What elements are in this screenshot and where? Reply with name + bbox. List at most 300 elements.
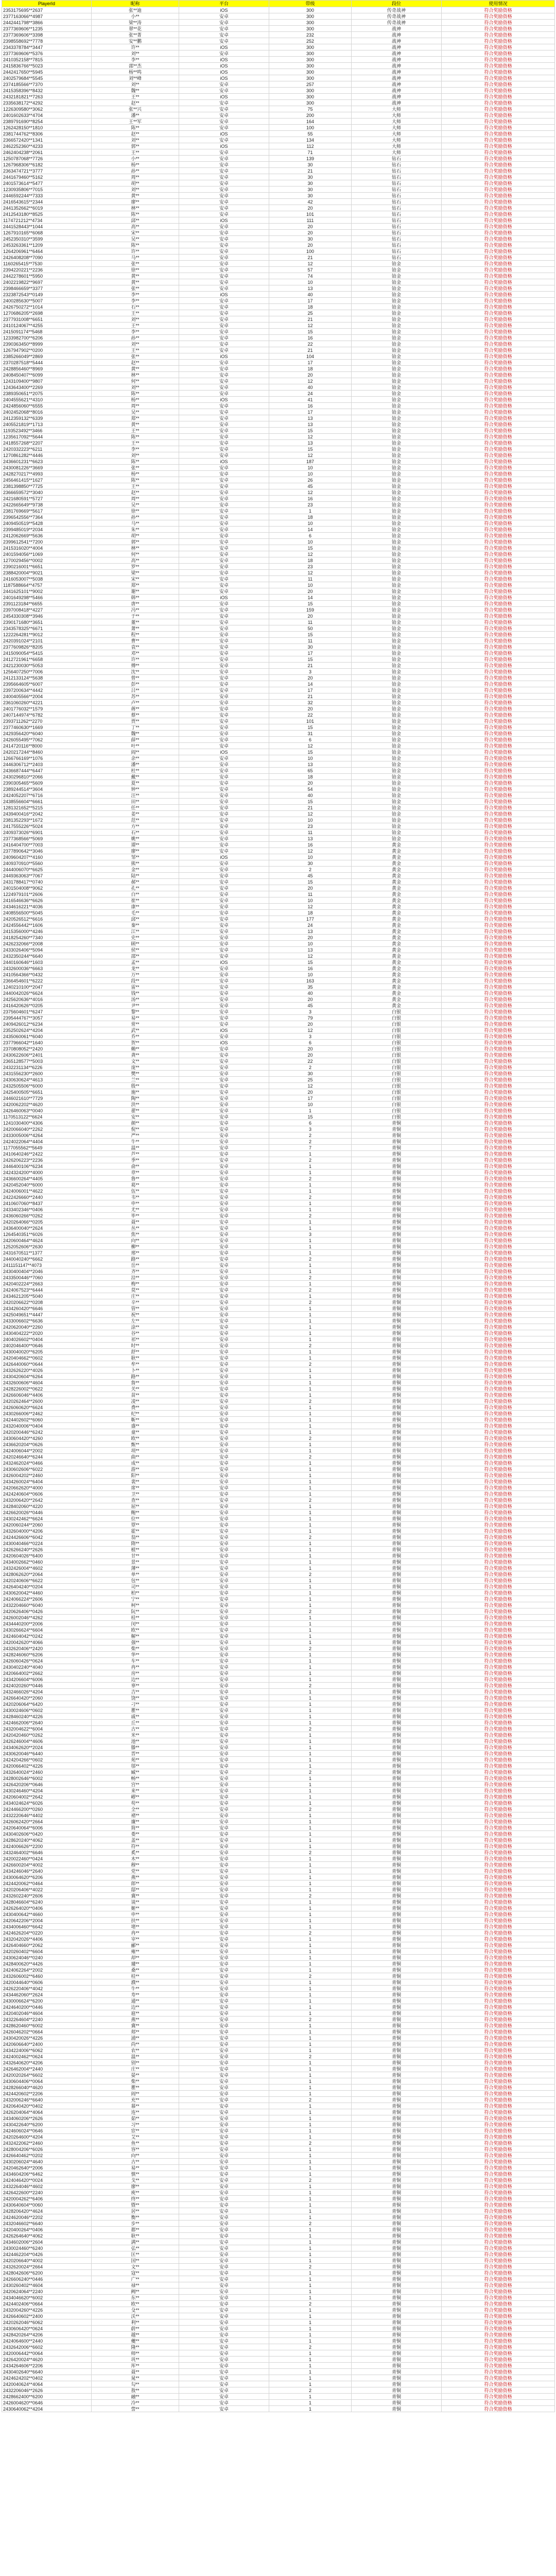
cell-nickname[interactable]: 范**: [92, 817, 179, 823]
cell-nickname[interactable]: 陈**: [92, 242, 179, 248]
cell-rank[interactable]: 青铜: [352, 1899, 442, 1905]
cell-nickname[interactable]: 许**: [92, 656, 179, 663]
cell-platform[interactable]: 安卓: [179, 1386, 269, 1392]
cell-nickname[interactable]: 牟**: [92, 1361, 179, 1367]
cell-usage[interactable]: 符合奖励资格: [442, 1021, 555, 1027]
cell-platform[interactable]: 安卓: [179, 2387, 269, 2394]
cell-nickname[interactable]: 刘**: [92, 316, 179, 323]
cell-player-id[interactable]: 2420040624**4064: [2, 2381, 92, 2387]
cell-nickname[interactable]: 房**: [92, 1670, 179, 1676]
cell-level[interactable]: 1: [269, 1219, 352, 1225]
cell-rank[interactable]: 青铜: [352, 1330, 442, 1336]
cell-rank[interactable]: 青铜: [352, 1435, 442, 1442]
cell-nickname[interactable]: 兰**: [92, 1077, 179, 1083]
cell-usage[interactable]: 符合奖励资格: [442, 2387, 555, 2394]
cell-player-id[interactable]: 2411151147**4073: [2, 1262, 92, 1268]
cell-level[interactable]: 2: [269, 2301, 352, 2307]
cell-player-id[interactable]: 2434024624**6026: [2, 1800, 92, 1806]
cell-nickname[interactable]: 单**: [92, 1571, 179, 1578]
cell-player-id[interactable]: 2420600464**4624: [2, 1238, 92, 1244]
cell-player-id[interactable]: 2430620042**4460: [2, 1590, 92, 1596]
cell-platform[interactable]: 安卓: [179, 1472, 269, 1479]
cell-player-id[interactable]: 2430604420**4260: [2, 1435, 92, 1442]
cell-usage[interactable]: 符合奖励资格: [442, 1936, 555, 1942]
cell-player-id[interactable]: 2381769669**5617: [2, 508, 92, 514]
cell-nickname[interactable]: 姚**: [92, 836, 179, 842]
cell-usage[interactable]: 符合奖励资格: [442, 749, 555, 755]
cell-rank[interactable]: 黄金: [352, 916, 442, 922]
cell-nickname[interactable]: 查**: [92, 1497, 179, 1503]
cell-platform[interactable]: 安卓: [179, 434, 269, 440]
cell-platform[interactable]: 安卓: [179, 1411, 269, 1417]
cell-player-id[interactable]: 2412133124**5638: [2, 675, 92, 681]
cell-usage[interactable]: 符合奖励资格: [442, 2258, 555, 2264]
cell-rank[interactable]: 青铜: [352, 1238, 442, 1244]
cell-platform[interactable]: 安卓: [179, 644, 269, 650]
cell-player-id[interactable]: 2424856060**6555: [2, 403, 92, 409]
cell-usage[interactable]: 符合奖励资格: [442, 1200, 555, 1207]
cell-level[interactable]: 1: [269, 2146, 352, 2153]
cell-nickname[interactable]: 甘**: [92, 1553, 179, 1559]
cell-platform[interactable]: 安卓: [179, 1312, 269, 1318]
cell-platform[interactable]: iOS: [179, 1040, 269, 1046]
cell-player-id[interactable]: 2434046620**6002: [2, 2295, 92, 2301]
cell-nickname[interactable]: 管**: [92, 1306, 179, 1312]
cell-level[interactable]: 10: [269, 897, 352, 904]
cell-level[interactable]: 1: [269, 1633, 352, 1639]
cell-nickname[interactable]: 张**: [92, 465, 179, 471]
cell-rank[interactable]: 青铜: [352, 2128, 442, 2134]
cell-rank[interactable]: 青铜: [352, 1120, 442, 1126]
cell-level[interactable]: 23: [269, 823, 352, 829]
cell-usage[interactable]: 符合奖励资格: [442, 1571, 555, 1578]
cell-usage[interactable]: 符合奖励资格: [442, 1126, 555, 1132]
cell-platform[interactable]: 安卓: [179, 1516, 269, 1522]
cell-player-id[interactable]: 2424022064**4404: [2, 1139, 92, 1145]
cell-usage[interactable]: 符合奖励资格: [442, 44, 555, 50]
cell-platform[interactable]: 安卓: [179, 2400, 269, 2406]
cell-usage[interactable]: 符合奖励资格: [442, 1732, 555, 1738]
cell-rank[interactable]: 大师: [352, 143, 442, 149]
cell-level[interactable]: 2: [269, 1064, 352, 1071]
cell-player-id[interactable]: 2434462060**2624: [2, 1992, 92, 1998]
cell-nickname[interactable]: 刘**: [92, 452, 179, 459]
cell-level[interactable]: 164: [269, 118, 352, 125]
cell-platform[interactable]: 安卓: [179, 910, 269, 916]
cell-platform[interactable]: 安卓: [179, 1911, 269, 1918]
cell-nickname[interactable]: 盖**: [92, 1837, 179, 1843]
cell-level[interactable]: 1: [269, 2227, 352, 2233]
cell-rank[interactable]: 青铜: [352, 1732, 442, 1738]
cell-player-id[interactable]: 2412721961**6658: [2, 656, 92, 663]
cell-nickname[interactable]: 晏**: [92, 2072, 179, 2078]
cell-player-id[interactable]: 2366572420**1341: [2, 137, 92, 143]
cell-nickname[interactable]: 高**: [92, 224, 179, 230]
cell-usage[interactable]: 符合奖励资格: [442, 891, 555, 897]
cell-rank[interactable]: 青铜: [352, 1701, 442, 1707]
cell-platform[interactable]: 安卓: [179, 1398, 269, 1404]
cell-platform[interactable]: 安卓: [179, 1120, 269, 1126]
cell-player-id[interactable]: 2430402240**4040: [2, 1664, 92, 1670]
cell-usage[interactable]: 符合奖励资格: [442, 1349, 555, 1355]
cell-nickname[interactable]: 徐**: [92, 508, 179, 514]
cell-usage[interactable]: 符合奖励资格: [442, 1763, 555, 1769]
cell-usage[interactable]: 符合奖励资格: [442, 2400, 555, 2406]
cell-usage[interactable]: 符合奖励资格: [442, 2115, 555, 2122]
cell-nickname[interactable]: 申**: [92, 1911, 179, 1918]
cell-player-id[interactable]: 2424006626**2200: [2, 1843, 92, 1850]
cell-rank[interactable]: 青铜: [352, 1231, 442, 1238]
cell-nickname[interactable]: 季**: [92, 1157, 179, 1163]
cell-level[interactable]: 1: [269, 1250, 352, 1256]
cell-player-id[interactable]: 2377966042**1640: [2, 1040, 92, 1046]
cell-rank[interactable]: 青铜: [352, 1639, 442, 1646]
cell-usage[interactable]: 符合奖励资格: [442, 1466, 555, 1472]
cell-nickname[interactable]: 容**: [92, 2146, 179, 2153]
cell-nickname[interactable]: 魏**: [92, 88, 179, 94]
cell-platform[interactable]: 安卓: [179, 1782, 269, 1788]
cell-nickname[interactable]: 雷**: [92, 984, 179, 990]
cell-platform[interactable]: 安卓: [179, 1145, 269, 1151]
cell-level[interactable]: 21: [269, 805, 352, 811]
cell-platform[interactable]: 安卓: [179, 1046, 269, 1052]
cell-player-id[interactable]: 2430402640**6640: [2, 2369, 92, 2375]
cell-nickname[interactable]: 游**: [92, 1466, 179, 1472]
cell-rank[interactable]: 青铜: [352, 1615, 442, 1621]
cell-player-id[interactable]: 2415356000**4246: [2, 928, 92, 935]
cell-platform[interactable]: 安卓: [179, 576, 269, 582]
cell-rank[interactable]: 青铜: [352, 1905, 442, 1911]
cell-platform[interactable]: 安卓: [179, 799, 269, 805]
cell-nickname[interactable]: 卫**: [92, 1491, 179, 1497]
cell-platform[interactable]: 安卓: [179, 329, 269, 335]
cell-platform[interactable]: 安卓: [179, 885, 269, 891]
cell-player-id[interactable]: 2428266040**4620: [2, 2084, 92, 2091]
cell-rank[interactable]: 青铜: [352, 2357, 442, 2363]
cell-platform[interactable]: 安卓: [179, 1905, 269, 1911]
cell-level[interactable]: 1: [269, 1627, 352, 1633]
cell-usage[interactable]: 符合奖励资格: [442, 230, 555, 236]
cell-player-id[interactable]: 2426606046**4406: [2, 1392, 92, 1398]
cell-usage[interactable]: 符合奖励资格: [442, 805, 555, 811]
cell-player-id[interactable]: 2424020260**0446: [2, 1683, 92, 1689]
cell-platform[interactable]: 安卓: [179, 514, 269, 520]
cell-level[interactable]: 17: [269, 298, 352, 304]
cell-usage[interactable]: 符合奖励资格: [442, 236, 555, 242]
cell-platform[interactable]: 安卓: [179, 1213, 269, 1219]
cell-level[interactable]: 10: [269, 520, 352, 527]
cell-level[interactable]: 1: [269, 2047, 352, 2054]
cell-usage[interactable]: 符合奖励资格: [442, 2295, 555, 2301]
cell-level[interactable]: 13: [269, 836, 352, 842]
cell-platform[interactable]: 安卓: [179, 1404, 269, 1411]
cell-platform[interactable]: 安卓: [179, 545, 269, 551]
cell-player-id[interactable]: 2432422062**2460: [2, 2140, 92, 2146]
cell-usage[interactable]: 符合奖励资格: [442, 255, 555, 261]
cell-rank[interactable]: 战神: [352, 100, 442, 106]
cell-level[interactable]: 2: [269, 1343, 352, 1349]
cell-platform[interactable]: 安卓: [179, 1596, 269, 1602]
cell-player-id[interactable]: 1264540351**6026: [2, 1231, 92, 1238]
cell-level[interactable]: 2: [269, 2264, 352, 2270]
cell-level[interactable]: 1: [269, 1578, 352, 1584]
cell-level[interactable]: 10: [269, 1101, 352, 1108]
cell-platform[interactable]: 安卓: [179, 1565, 269, 1571]
cell-level[interactable]: 1: [269, 1244, 352, 1250]
cell-platform[interactable]: 安卓: [179, 1918, 269, 1924]
cell-player-id[interactable]: 2456461415**1627: [2, 477, 92, 483]
cell-player-id[interactable]: 2404555621**4310: [2, 397, 92, 403]
cell-level[interactable]: 12: [269, 551, 352, 557]
cell-platform[interactable]: 安卓: [179, 2233, 269, 2239]
cell-usage[interactable]: 符合奖励资格: [442, 156, 555, 162]
cell-player-id[interactable]: 1270861282**4446: [2, 452, 92, 459]
cell-rank[interactable]: 战神: [352, 69, 442, 75]
cell-platform[interactable]: 安卓: [179, 1856, 269, 1862]
cell-nickname[interactable]: 木**: [92, 1856, 179, 1862]
cell-rank[interactable]: 传奇战神: [352, 7, 442, 13]
cell-usage[interactable]: 符合奖励资格: [442, 81, 555, 88]
cell-player-id[interactable]: 2408450407**6099: [2, 372, 92, 378]
cell-player-id[interactable]: 1243109400**9807: [2, 378, 92, 384]
cell-player-id[interactable]: 2420452040**6000: [2, 1182, 92, 1188]
cell-level[interactable]: 40: [269, 792, 352, 799]
cell-platform[interactable]: 安卓: [179, 520, 269, 527]
cell-platform[interactable]: 安卓: [179, 1646, 269, 1652]
cell-level[interactable]: 1: [269, 1472, 352, 1479]
cell-rank[interactable]: 青铜: [352, 1442, 442, 1448]
cell-rank[interactable]: 青铜: [352, 2004, 442, 2010]
cell-usage[interactable]: 符合奖励资格: [442, 2029, 555, 2035]
cell-player-id[interactable]: 2426232066**2008: [2, 941, 92, 947]
cell-platform[interactable]: 安卓: [179, 2369, 269, 2375]
cell-usage[interactable]: 符合奖励资格: [442, 1497, 555, 1503]
cell-platform[interactable]: 安卓: [179, 1089, 269, 1095]
cell-usage[interactable]: 符合奖励资格: [442, 75, 555, 81]
cell-platform[interactable]: 安卓: [179, 366, 269, 372]
cell-level[interactable]: 12: [269, 1083, 352, 1089]
cell-player-id[interactable]: 2420264600**4204: [2, 2134, 92, 2140]
cell-rank[interactable]: 青铜: [352, 1423, 442, 1429]
cell-player-id[interactable]: 2424002462**0624: [2, 2054, 92, 2060]
cell-platform[interactable]: 安卓: [179, 38, 269, 44]
cell-platform[interactable]: 安卓: [179, 1800, 269, 1806]
cell-player-id[interactable]: 2440040240**6662: [2, 1256, 92, 1262]
cell-player-id[interactable]: 2420640064**6006: [2, 1825, 92, 1831]
cell-nickname[interactable]: 谢**: [92, 588, 179, 595]
cell-usage[interactable]: 符合奖励资格: [442, 2159, 555, 2165]
cell-usage[interactable]: 符合奖励资格: [442, 1825, 555, 1831]
cell-player-id[interactable]: 2410352158**7815: [2, 57, 92, 63]
cell-platform[interactable]: 安卓: [179, 335, 269, 341]
cell-nickname[interactable]: 吴**: [92, 502, 179, 508]
cell-usage[interactable]: 符合奖励资格: [442, 996, 555, 1003]
cell-usage[interactable]: 符合奖励资格: [442, 1880, 555, 1887]
cell-platform[interactable]: 安卓: [179, 2183, 269, 2190]
cell-level[interactable]: 20: [269, 996, 352, 1003]
cell-platform[interactable]: 安卓: [179, 391, 269, 397]
cell-usage[interactable]: 符合奖励资格: [442, 700, 555, 706]
cell-level[interactable]: 1: [269, 1856, 352, 1862]
cell-player-id[interactable]: 2401594056**1069: [2, 551, 92, 557]
cell-platform[interactable]: 安卓: [179, 1238, 269, 1244]
cell-level[interactable]: 100: [269, 125, 352, 131]
cell-nickname[interactable]: 周**: [92, 403, 179, 409]
cell-platform[interactable]: 安卓: [179, 935, 269, 941]
cell-rank[interactable]: 青铜: [352, 2171, 442, 2177]
cell-rank[interactable]: 黄金: [352, 953, 442, 959]
cell-nickname[interactable]: 焦**: [92, 1231, 179, 1238]
cell-usage[interactable]: 符合奖励资格: [442, 57, 555, 63]
cell-player-id[interactable]: 2432466026**4204: [2, 1689, 92, 1695]
cell-level[interactable]: 1: [269, 1843, 352, 1850]
cell-nickname[interactable]: 裴**: [92, 1479, 179, 1485]
cell-usage[interactable]: 符合奖励资格: [442, 1522, 555, 1528]
cell-nickname[interactable]: 桂**: [92, 1973, 179, 1979]
cell-usage[interactable]: 符合奖励资格: [442, 131, 555, 137]
cell-nickname[interactable]: 全**: [92, 1806, 179, 1812]
cell-platform[interactable]: 安卓: [179, 1336, 269, 1343]
cell-rank[interactable]: 钻石: [352, 242, 442, 248]
cell-usage[interactable]: 符合奖励资格: [442, 125, 555, 131]
cell-platform[interactable]: 安卓: [179, 168, 269, 174]
cell-usage[interactable]: 符合奖励资格: [442, 1176, 555, 1182]
cell-nickname[interactable]: 史**: [92, 935, 179, 941]
cell-usage[interactable]: 符合奖励资格: [442, 1083, 555, 1089]
cell-level[interactable]: 1: [269, 2041, 352, 2047]
cell-player-id[interactable]: 2404026602**0404: [2, 1336, 92, 1343]
cell-rank[interactable]: 青铜: [352, 1720, 442, 1726]
cell-level[interactable]: 1: [269, 1602, 352, 1608]
cell-player-id[interactable]: 2426060620**6624: [2, 1404, 92, 1411]
cell-rank[interactable]: 铂金: [352, 557, 442, 564]
cell-nickname[interactable]: 项**: [92, 1448, 179, 1454]
cell-usage[interactable]: 符合奖励资格: [442, 1386, 555, 1392]
cell-rank[interactable]: 青铜: [352, 2140, 442, 2146]
cell-rank[interactable]: 钻石: [352, 224, 442, 230]
cell-nickname[interactable]: 吉**: [92, 1689, 179, 1695]
cell-level[interactable]: 12: [269, 452, 352, 459]
cell-level[interactable]: 1: [269, 2394, 352, 2400]
cell-rank[interactable]: 青铜: [352, 1936, 442, 1942]
cell-platform[interactable]: 安卓: [179, 1571, 269, 1578]
cell-usage[interactable]: 符合奖励资格: [442, 1924, 555, 1930]
cell-level[interactable]: 1: [269, 1639, 352, 1646]
cell-level[interactable]: 1: [269, 2363, 352, 2369]
cell-nickname[interactable]: 冉**: [92, 1664, 179, 1670]
cell-player-id[interactable]: 1222264281**9012: [2, 632, 92, 638]
cell-nickname[interactable]: 郑**: [92, 582, 179, 588]
cell-usage[interactable]: 符合奖励资格: [442, 2103, 555, 2109]
cell-usage[interactable]: 符合奖励资格: [442, 2251, 555, 2258]
cell-rank[interactable]: 铂金: [352, 564, 442, 570]
cell-player-id[interactable]: 2343378784**3447: [2, 44, 92, 50]
cell-player-id[interactable]: 2441625101**9002: [2, 588, 92, 595]
cell-player-id[interactable]: 2420262464**2600: [2, 1398, 92, 1404]
cell-nickname[interactable]: 沃**: [92, 2313, 179, 2319]
cell-player-id[interactable]: 2426460063**0040: [2, 1108, 92, 1114]
cell-usage[interactable]: 符合奖励资格: [442, 248, 555, 255]
cell-nickname[interactable]: 尚**: [92, 2041, 179, 2047]
cell-rank[interactable]: 铂金: [352, 489, 442, 496]
cell-level[interactable]: 232: [269, 32, 352, 38]
cell-nickname[interactable]: 萧**: [92, 625, 179, 632]
cell-nickname[interactable]: 金**: [92, 867, 179, 873]
cell-usage[interactable]: 符合奖励资格: [442, 2307, 555, 2313]
cell-usage[interactable]: 符合奖励资格: [442, 434, 555, 440]
cell-level[interactable]: 1: [269, 1819, 352, 1825]
cell-usage[interactable]: 符合奖励资格: [442, 341, 555, 347]
cell-player-id[interactable]: 2377369606**1235: [2, 26, 92, 32]
cell-platform[interactable]: 安卓: [179, 601, 269, 607]
cell-rank[interactable]: 青铜: [352, 1744, 442, 1751]
cell-usage[interactable]: 符合奖励资格: [442, 100, 555, 106]
cell-rank[interactable]: 铂金: [352, 737, 442, 743]
cell-usage[interactable]: 符合奖励资格: [442, 1670, 555, 1676]
cell-player-id[interactable]: 2366659572**3040: [2, 489, 92, 496]
cell-nickname[interactable]: 小**: [92, 13, 179, 20]
cell-usage[interactable]: 符合奖励资格: [442, 768, 555, 774]
cell-nickname[interactable]: 景**: [92, 1559, 179, 1565]
cell-level[interactable]: 20: [269, 224, 352, 230]
cell-rank[interactable]: 青铜: [352, 1349, 442, 1355]
cell-nickname[interactable]: 纪**: [92, 1411, 179, 1417]
cell-platform[interactable]: 安卓: [179, 1392, 269, 1398]
cell-level[interactable]: 17: [269, 360, 352, 366]
cell-player-id[interactable]: 2420400264**0406: [2, 2227, 92, 2233]
cell-platform[interactable]: 安卓: [179, 873, 269, 879]
cell-player-id[interactable]: 2420260402**6604: [2, 1948, 92, 1955]
cell-usage[interactable]: 符合奖励资格: [442, 2072, 555, 2078]
cell-platform[interactable]: 安卓: [179, 1064, 269, 1071]
cell-nickname[interactable]: 耿**: [92, 1355, 179, 1361]
cell-player-id[interactable]: 2432231134**6226: [2, 1064, 92, 1071]
cell-rank[interactable]: 青铜: [352, 2041, 442, 2047]
cell-platform[interactable]: 安卓: [179, 1936, 269, 1942]
cell-level[interactable]: 1: [269, 2190, 352, 2196]
cell-rank[interactable]: 铂金: [352, 527, 442, 533]
cell-usage[interactable]: 符合奖励资格: [442, 323, 555, 329]
cell-platform[interactable]: 安卓: [179, 1460, 269, 1466]
cell-nickname[interactable]: 却**: [92, 1955, 179, 1961]
cell-nickname[interactable]: 孙**: [92, 168, 179, 174]
cell-nickname[interactable]: 郭**: [92, 539, 179, 545]
cell-usage[interactable]: 符合奖励资格: [442, 2190, 555, 2196]
cell-nickname[interactable]: 彭**: [92, 681, 179, 687]
cell-level[interactable]: 1: [269, 1942, 352, 1948]
cell-nickname[interactable]: 车**: [92, 1658, 179, 1664]
cell-player-id[interactable]: 2420044640**0606: [2, 1979, 92, 1986]
cell-player-id[interactable]: 2390305465**5609: [2, 780, 92, 786]
cell-player-id[interactable]: 1267910165**6068: [2, 230, 92, 236]
cell-rank[interactable]: 铂金: [352, 570, 442, 576]
cell-usage[interactable]: 符合奖励资格: [442, 1961, 555, 1967]
cell-level[interactable]: 1: [269, 1992, 352, 1998]
cell-platform[interactable]: 安卓: [179, 557, 269, 564]
cell-usage[interactable]: 符合奖励资格: [442, 687, 555, 693]
cell-rank[interactable]: 铂金: [352, 397, 442, 403]
cell-platform[interactable]: 安卓: [179, 1744, 269, 1751]
cell-nickname[interactable]: 辜**: [92, 1683, 179, 1689]
cell-usage[interactable]: 符合奖励资格: [442, 118, 555, 125]
cell-level[interactable]: 1: [269, 1590, 352, 1596]
cell-rank[interactable]: 铂金: [352, 483, 442, 489]
cell-platform[interactable]: 安卓: [179, 1547, 269, 1553]
cell-level[interactable]: 101: [269, 718, 352, 724]
cell-usage[interactable]: 符合奖励资格: [442, 842, 555, 848]
cell-player-id[interactable]: 2431788417**0740: [2, 879, 92, 885]
cell-nickname[interactable]: 璩**: [92, 1961, 179, 1967]
